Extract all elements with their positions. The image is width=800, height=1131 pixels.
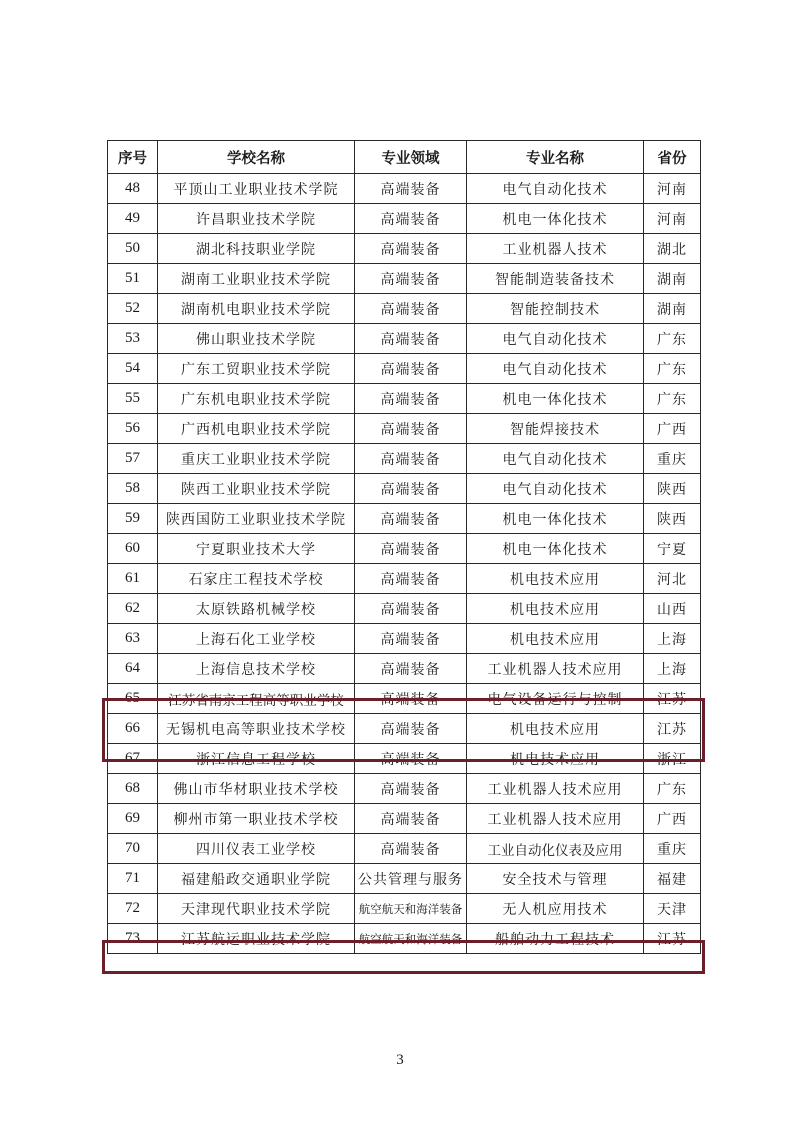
table-row [108, 894, 701, 924]
cell-index: 57 [108, 444, 158, 474]
table-header-row [108, 141, 701, 174]
cell-school-name: 广东工贸职业技术学院 [158, 354, 355, 384]
cell-school-name: 湖北科技职业学院 [158, 234, 355, 264]
cell-major-name: 机电一体化技术 [467, 384, 644, 414]
cell-province: 广西 [644, 804, 701, 834]
cell-major-name: 工业机器人技术应用 [467, 804, 644, 834]
cell-index: 61 [108, 564, 158, 594]
cell-province: 上海 [644, 654, 701, 684]
cell-domain: 高端装备 [355, 624, 467, 654]
cell-domain: 高端装备 [355, 474, 467, 504]
cell-major-name: 电气自动化技术 [467, 474, 644, 504]
header-school-name: 学校名称 [158, 141, 355, 174]
cell-province: 河南 [644, 204, 701, 234]
cell-school-name: 佛山市华材职业技术学校 [158, 774, 355, 804]
cell-major-name: 电气自动化技术 [467, 174, 644, 204]
table-row [108, 804, 701, 834]
cell-major-name: 无人机应用技术 [467, 894, 644, 924]
cell-school-name: 天津现代职业技术学院 [158, 894, 355, 924]
cell-index: 49 [108, 204, 158, 234]
cell-domain: 公共管理与服务 [355, 864, 467, 894]
cell-index: 64 [108, 654, 158, 684]
cell-index: 63 [108, 624, 158, 654]
cell-domain: 高端装备 [355, 174, 467, 204]
cell-province: 广东 [644, 354, 701, 384]
cell-school-name: 平顶山工业职业技术学院 [158, 174, 355, 204]
cell-index: 62 [108, 594, 158, 624]
table-row [108, 504, 701, 534]
cell-province: 天津 [644, 894, 701, 924]
cell-index: 54 [108, 354, 158, 384]
cell-domain: 高端装备 [355, 684, 467, 714]
table-row [108, 414, 701, 444]
cell-domain: 高端装备 [355, 834, 467, 864]
cell-province: 湖北 [644, 234, 701, 264]
header-major-name: 专业名称 [467, 141, 644, 174]
cell-school-name: 无锡机电高等职业技术学校 [158, 714, 355, 744]
table-row [108, 324, 701, 354]
cell-index: 55 [108, 384, 158, 414]
cell-province: 上海 [644, 624, 701, 654]
cell-major-name: 机电技术应用 [467, 744, 644, 774]
cell-school-name: 四川仪表工业学校 [158, 834, 355, 864]
cell-school-name: 陕西工业职业技术学院 [158, 474, 355, 504]
cell-index: 51 [108, 264, 158, 294]
cell-index: 67 [108, 744, 158, 774]
cell-domain: 高端装备 [355, 534, 467, 564]
cell-major-name: 机电技术应用 [467, 624, 644, 654]
cell-domain: 高端装备 [355, 414, 467, 444]
cell-major-name: 工业机器人技术应用 [467, 774, 644, 804]
cell-major-name: 智能制造装备技术 [467, 264, 644, 294]
cell-province: 陕西 [644, 504, 701, 534]
cell-domain: 高端装备 [355, 744, 467, 774]
cell-school-name: 宁夏职业技术大学 [158, 534, 355, 564]
cell-school-name: 江苏省南京工程高等职业学校 [158, 684, 355, 714]
cell-domain: 航空航天和海洋装备 [355, 924, 467, 954]
cell-school-name: 太原铁路机械学校 [158, 594, 355, 624]
cell-province: 广东 [644, 774, 701, 804]
table-row [108, 834, 701, 864]
cell-school-name: 陕西国防工业职业技术学院 [158, 504, 355, 534]
cell-major-name: 工业自动化仪表及应用 [467, 834, 644, 864]
cell-major-name: 船舶动力工程技术 [467, 924, 644, 954]
cell-province: 江苏 [644, 714, 701, 744]
cell-province: 湖南 [644, 264, 701, 294]
cell-domain: 高端装备 [355, 564, 467, 594]
cell-major-name: 机电技术应用 [467, 594, 644, 624]
cell-province: 浙江 [644, 744, 701, 774]
cell-province: 福建 [644, 864, 701, 894]
cell-index: 50 [108, 234, 158, 264]
cell-major-name: 电气自动化技术 [467, 324, 644, 354]
cell-index: 73 [108, 924, 158, 954]
table-row [108, 294, 701, 324]
table-row [108, 474, 701, 504]
table-row [108, 594, 701, 624]
table-row [108, 204, 701, 234]
table-row [108, 234, 701, 264]
cell-province: 重庆 [644, 834, 701, 864]
cell-domain: 高端装备 [355, 654, 467, 684]
cell-school-name: 许昌职业技术学院 [158, 204, 355, 234]
cell-major-name: 机电一体化技术 [467, 534, 644, 564]
cell-school-name: 广东机电职业技术学院 [158, 384, 355, 414]
cell-index: 56 [108, 414, 158, 444]
cell-domain: 航空航天和海洋装备 [355, 894, 467, 924]
cell-major-name: 工业机器人技术 [467, 234, 644, 264]
table-row [108, 264, 701, 294]
cell-index: 70 [108, 834, 158, 864]
cell-province: 河北 [644, 564, 701, 594]
cell-index: 52 [108, 294, 158, 324]
cell-major-name: 机电一体化技术 [467, 204, 644, 234]
cell-school-name: 上海信息技术学校 [158, 654, 355, 684]
cell-province: 江苏 [644, 924, 701, 954]
table-row [108, 864, 701, 894]
cell-school-name: 福建船政交通职业学院 [158, 864, 355, 894]
cell-province: 陕西 [644, 474, 701, 504]
table-row [108, 654, 701, 684]
table-row [108, 684, 701, 714]
cell-domain: 高端装备 [355, 594, 467, 624]
cell-index: 53 [108, 324, 158, 354]
cell-domain: 高端装备 [355, 294, 467, 324]
table-row [108, 774, 701, 804]
school-list-table [107, 140, 701, 954]
cell-index: 72 [108, 894, 158, 924]
cell-major-name: 工业机器人技术应用 [467, 654, 644, 684]
table-row [108, 444, 701, 474]
table-row [108, 624, 701, 654]
cell-domain: 高端装备 [355, 234, 467, 264]
header-province: 省份 [644, 141, 701, 174]
cell-index: 59 [108, 504, 158, 534]
table-row [108, 384, 701, 414]
cell-major-name: 电气设备运行与控制 [467, 684, 644, 714]
cell-school-name: 广西机电职业技术学院 [158, 414, 355, 444]
cell-domain: 高端装备 [355, 714, 467, 744]
cell-school-name: 湖南机电职业技术学院 [158, 294, 355, 324]
table-body [108, 174, 701, 954]
page-number: 3 [396, 1052, 404, 1068]
cell-domain: 高端装备 [355, 324, 467, 354]
cell-school-name: 浙江信息工程学校 [158, 744, 355, 774]
cell-school-name: 上海石化工业学校 [158, 624, 355, 654]
cell-major-name: 安全技术与管理 [467, 864, 644, 894]
cell-major-name: 机电技术应用 [467, 714, 644, 744]
cell-school-name: 佛山职业技术学院 [158, 324, 355, 354]
cell-domain: 高端装备 [355, 774, 467, 804]
cell-domain: 高端装备 [355, 504, 467, 534]
cell-province: 山西 [644, 594, 701, 624]
table-row [108, 534, 701, 564]
cell-province: 河南 [644, 174, 701, 204]
table-row [108, 354, 701, 384]
cell-domain: 高端装备 [355, 444, 467, 474]
cell-domain: 高端装备 [355, 204, 467, 234]
cell-domain: 高端装备 [355, 384, 467, 414]
cell-domain: 高端装备 [355, 354, 467, 384]
table-row [108, 744, 701, 774]
header-index: 序号 [108, 141, 158, 174]
cell-major-name: 机电一体化技术 [467, 504, 644, 534]
cell-province: 广东 [644, 324, 701, 354]
cell-index: 69 [108, 804, 158, 834]
cell-province: 湖南 [644, 294, 701, 324]
cell-school-name: 重庆工业职业技术学院 [158, 444, 355, 474]
cell-school-name: 石家庄工程技术学校 [158, 564, 355, 594]
cell-province: 江苏 [644, 684, 701, 714]
table-row [108, 174, 701, 204]
cell-school-name: 江苏航运职业技术学院 [158, 924, 355, 954]
cell-domain: 高端装备 [355, 264, 467, 294]
cell-province: 广东 [644, 384, 701, 414]
cell-index: 58 [108, 474, 158, 504]
cell-province: 重庆 [644, 444, 701, 474]
cell-index: 71 [108, 864, 158, 894]
cell-index: 66 [108, 714, 158, 744]
table-row [108, 924, 701, 954]
cell-domain: 高端装备 [355, 804, 467, 834]
cell-major-name: 机电技术应用 [467, 564, 644, 594]
table-row [108, 564, 701, 594]
header-domain: 专业领域 [355, 141, 467, 174]
cell-major-name: 智能控制技术 [467, 294, 644, 324]
cell-province: 广西 [644, 414, 701, 444]
cell-major-name: 智能焊接技术 [467, 414, 644, 444]
cell-index: 60 [108, 534, 158, 564]
cell-index: 68 [108, 774, 158, 804]
cell-school-name: 湖南工业职业技术学院 [158, 264, 355, 294]
cell-index: 48 [108, 174, 158, 204]
cell-index: 65 [108, 684, 158, 714]
table-row [108, 714, 701, 744]
cell-school-name: 柳州市第一职业技术学校 [158, 804, 355, 834]
cell-major-name: 电气自动化技术 [467, 444, 644, 474]
cell-major-name: 电气自动化技术 [467, 354, 644, 384]
cell-province: 宁夏 [644, 534, 701, 564]
